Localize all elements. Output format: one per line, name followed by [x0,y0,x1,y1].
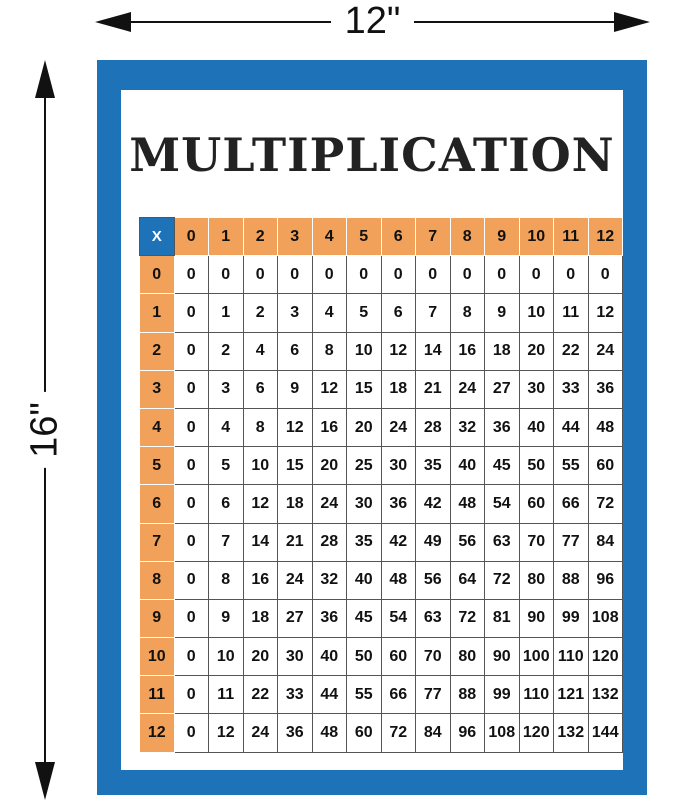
product-cell: 10 [347,332,382,370]
product-cell: 90 [485,638,520,676]
column-header: 2 [243,218,278,256]
product-cell: 24 [312,485,347,523]
product-cell: 12 [312,370,347,408]
row-header: 9 [140,599,175,637]
product-cell: 66 [554,485,589,523]
product-cell: 42 [416,485,451,523]
product-cell: 21 [416,370,451,408]
product-cell: 132 [554,714,589,752]
row-header: 8 [140,561,175,599]
product-cell: 16 [450,332,485,370]
product-cell: 36 [312,599,347,637]
product-cell: 0 [174,638,209,676]
product-cell: 45 [347,599,382,637]
product-cell: 84 [416,714,451,752]
product-cell: 0 [174,714,209,752]
height-dimension [0,60,90,800]
product-cell: 132 [588,676,623,714]
product-cell: 5 [209,447,244,485]
product-cell: 48 [450,485,485,523]
product-cell: 24 [243,714,278,752]
product-cell: 0 [174,523,209,561]
product-cell: 121 [554,676,589,714]
product-cell: 12 [209,714,244,752]
product-cell: 12 [588,294,623,332]
product-cell: 81 [485,599,520,637]
product-cell: 84 [588,523,623,561]
product-cell: 40 [312,638,347,676]
product-cell: 60 [519,485,554,523]
product-cell: 120 [588,638,623,676]
product-cell: 54 [381,599,416,637]
product-cell: 10 [243,447,278,485]
product-cell: 120 [519,714,554,752]
product-cell: 0 [209,256,244,294]
product-cell: 55 [347,676,382,714]
row-header: 10 [140,638,175,676]
product-cell: 1 [209,294,244,332]
product-cell: 9 [209,599,244,637]
product-cell: 0 [416,256,451,294]
product-cell: 7 [416,294,451,332]
product-cell: 0 [174,370,209,408]
product-cell: 24 [381,408,416,446]
product-cell: 36 [381,485,416,523]
product-cell: 42 [381,523,416,561]
product-cell: 30 [278,638,313,676]
product-cell: 54 [485,485,520,523]
product-cell: 32 [312,561,347,599]
product-cell: 0 [519,256,554,294]
row-header: 4 [140,408,175,446]
product-cell: 0 [485,256,520,294]
product-cell: 2 [209,332,244,370]
product-cell: 0 [450,256,485,294]
product-cell: 28 [416,408,451,446]
product-cell: 40 [450,447,485,485]
product-cell: 72 [381,714,416,752]
product-cell: 21 [278,523,313,561]
poster-title: MULTIPLICATION [129,128,615,182]
product-cell: 63 [485,523,520,561]
product-cell: 0 [174,294,209,332]
product-cell: 8 [243,408,278,446]
product-cell: 60 [347,714,382,752]
width-label: 12" [331,0,415,42]
column-header: 8 [450,218,485,256]
product-cell: 35 [416,447,451,485]
product-cell: 108 [485,714,520,752]
product-cell: 12 [381,332,416,370]
product-cell: 72 [588,485,623,523]
product-cell: 24 [278,561,313,599]
row-header: 1 [140,294,175,332]
column-header: 7 [416,218,451,256]
product-cell: 77 [416,676,451,714]
product-cell: 80 [519,561,554,599]
product-cell: 99 [485,676,520,714]
product-cell: 9 [278,370,313,408]
product-cell: 0 [174,332,209,370]
product-cell: 12 [278,408,313,446]
column-header: 1 [209,218,244,256]
product-cell: 25 [347,447,382,485]
row-header: 5 [140,447,175,485]
product-cell: 27 [278,599,313,637]
product-cell: 50 [347,638,382,676]
product-cell: 33 [554,370,589,408]
product-cell: 8 [312,332,347,370]
product-cell: 0 [381,256,416,294]
product-cell: 11 [554,294,589,332]
product-cell: 10 [209,638,244,676]
product-cell: 11 [209,676,244,714]
product-cell: 0 [174,599,209,637]
row-header: 11 [140,676,175,714]
row-header: 0 [140,256,175,294]
product-cell: 8 [209,561,244,599]
product-cell: 10 [519,294,554,332]
product-cell: 49 [416,523,451,561]
product-cell: 0 [588,256,623,294]
product-cell: 35 [347,523,382,561]
product-cell: 7 [209,523,244,561]
column-header: 0 [174,218,209,256]
corner-cell: X [140,218,175,256]
product-cell: 18 [243,599,278,637]
product-cell: 14 [416,332,451,370]
table-row [140,447,623,485]
product-cell: 40 [347,561,382,599]
product-cell: 8 [450,294,485,332]
table-row [140,294,623,332]
product-cell: 18 [485,332,520,370]
header-row [140,218,623,256]
column-header: 12 [588,218,623,256]
column-header: 6 [381,218,416,256]
product-cell: 6 [243,370,278,408]
product-cell: 18 [278,485,313,523]
product-cell: 0 [174,676,209,714]
product-cell: 96 [450,714,485,752]
column-header: 3 [278,218,313,256]
multiplication-table [139,217,623,753]
product-cell: 22 [554,332,589,370]
product-cell: 20 [519,332,554,370]
product-cell: 90 [519,599,554,637]
product-cell: 30 [381,447,416,485]
product-cell: 32 [450,408,485,446]
product-cell: 72 [450,599,485,637]
product-cell: 88 [450,676,485,714]
row-header: 7 [140,523,175,561]
column-header: 10 [519,218,554,256]
product-cell: 88 [554,561,589,599]
product-cell: 0 [174,561,209,599]
width-dimension [95,0,650,45]
product-cell: 48 [588,408,623,446]
column-header: 5 [347,218,382,256]
product-cell: 70 [416,638,451,676]
product-cell: 80 [450,638,485,676]
table-row [140,638,623,676]
product-cell: 16 [243,561,278,599]
product-cell: 48 [312,714,347,752]
product-cell: 55 [554,447,589,485]
product-cell: 3 [209,370,244,408]
table-row [140,408,623,446]
product-cell: 0 [243,256,278,294]
product-cell: 44 [554,408,589,446]
product-cell: 15 [347,370,382,408]
table-row [140,370,623,408]
product-cell: 0 [174,256,209,294]
product-cell: 27 [485,370,520,408]
table-row [140,332,623,370]
product-cell: 4 [209,408,244,446]
product-cell: 6 [381,294,416,332]
product-cell: 0 [278,256,313,294]
product-cell: 77 [554,523,589,561]
product-cell: 110 [554,638,589,676]
column-header: 11 [554,218,589,256]
row-header: 2 [140,332,175,370]
product-cell: 20 [347,408,382,446]
product-cell: 3 [278,294,313,332]
product-cell: 6 [209,485,244,523]
product-cell: 60 [588,447,623,485]
table-row [140,561,623,599]
product-cell: 20 [243,638,278,676]
product-cell: 4 [243,332,278,370]
column-header: 9 [485,218,520,256]
product-cell: 0 [174,447,209,485]
product-cell: 99 [554,599,589,637]
table-row [140,676,623,714]
table-row [140,256,623,294]
product-cell: 64 [450,561,485,599]
product-cell: 36 [485,408,520,446]
product-cell: 28 [312,523,347,561]
column-header: 4 [312,218,347,256]
product-cell: 96 [588,561,623,599]
table-row [140,485,623,523]
product-cell: 22 [243,676,278,714]
product-cell: 108 [588,599,623,637]
product-cell: 0 [174,408,209,446]
product-cell: 6 [278,332,313,370]
product-cell: 50 [519,447,554,485]
product-cell: 63 [416,599,451,637]
product-cell: 30 [519,370,554,408]
product-cell: 5 [347,294,382,332]
product-cell: 0 [554,256,589,294]
product-cell: 40 [519,408,554,446]
product-cell: 30 [347,485,382,523]
product-cell: 12 [243,485,278,523]
product-cell: 56 [450,523,485,561]
height-label: 16" [24,392,67,468]
product-cell: 0 [312,256,347,294]
product-cell: 60 [381,638,416,676]
product-cell: 36 [278,714,313,752]
product-cell: 45 [485,447,520,485]
product-cell: 0 [347,256,382,294]
product-cell: 16 [312,408,347,446]
product-cell: 110 [519,676,554,714]
row-header: 3 [140,370,175,408]
product-cell: 2 [243,294,278,332]
product-cell: 36 [588,370,623,408]
product-cell: 100 [519,638,554,676]
product-cell: 4 [312,294,347,332]
product-cell: 144 [588,714,623,752]
product-cell: 33 [278,676,313,714]
product-cell: 70 [519,523,554,561]
row-header: 12 [140,714,175,752]
product-cell: 66 [381,676,416,714]
table-row [140,714,623,752]
product-cell: 44 [312,676,347,714]
product-cell: 20 [312,447,347,485]
product-cell: 9 [485,294,520,332]
poster-frame [97,60,647,795]
product-cell: 15 [278,447,313,485]
product-cell: 24 [588,332,623,370]
product-cell: 0 [174,485,209,523]
poster-panel [121,90,623,770]
product-cell: 18 [381,370,416,408]
product-cell: 48 [381,561,416,599]
table-row [140,599,623,637]
product-cell: 56 [416,561,451,599]
product-cell: 24 [450,370,485,408]
table-row [140,523,623,561]
product-cell: 14 [243,523,278,561]
row-header: 6 [140,485,175,523]
product-cell: 72 [485,561,520,599]
